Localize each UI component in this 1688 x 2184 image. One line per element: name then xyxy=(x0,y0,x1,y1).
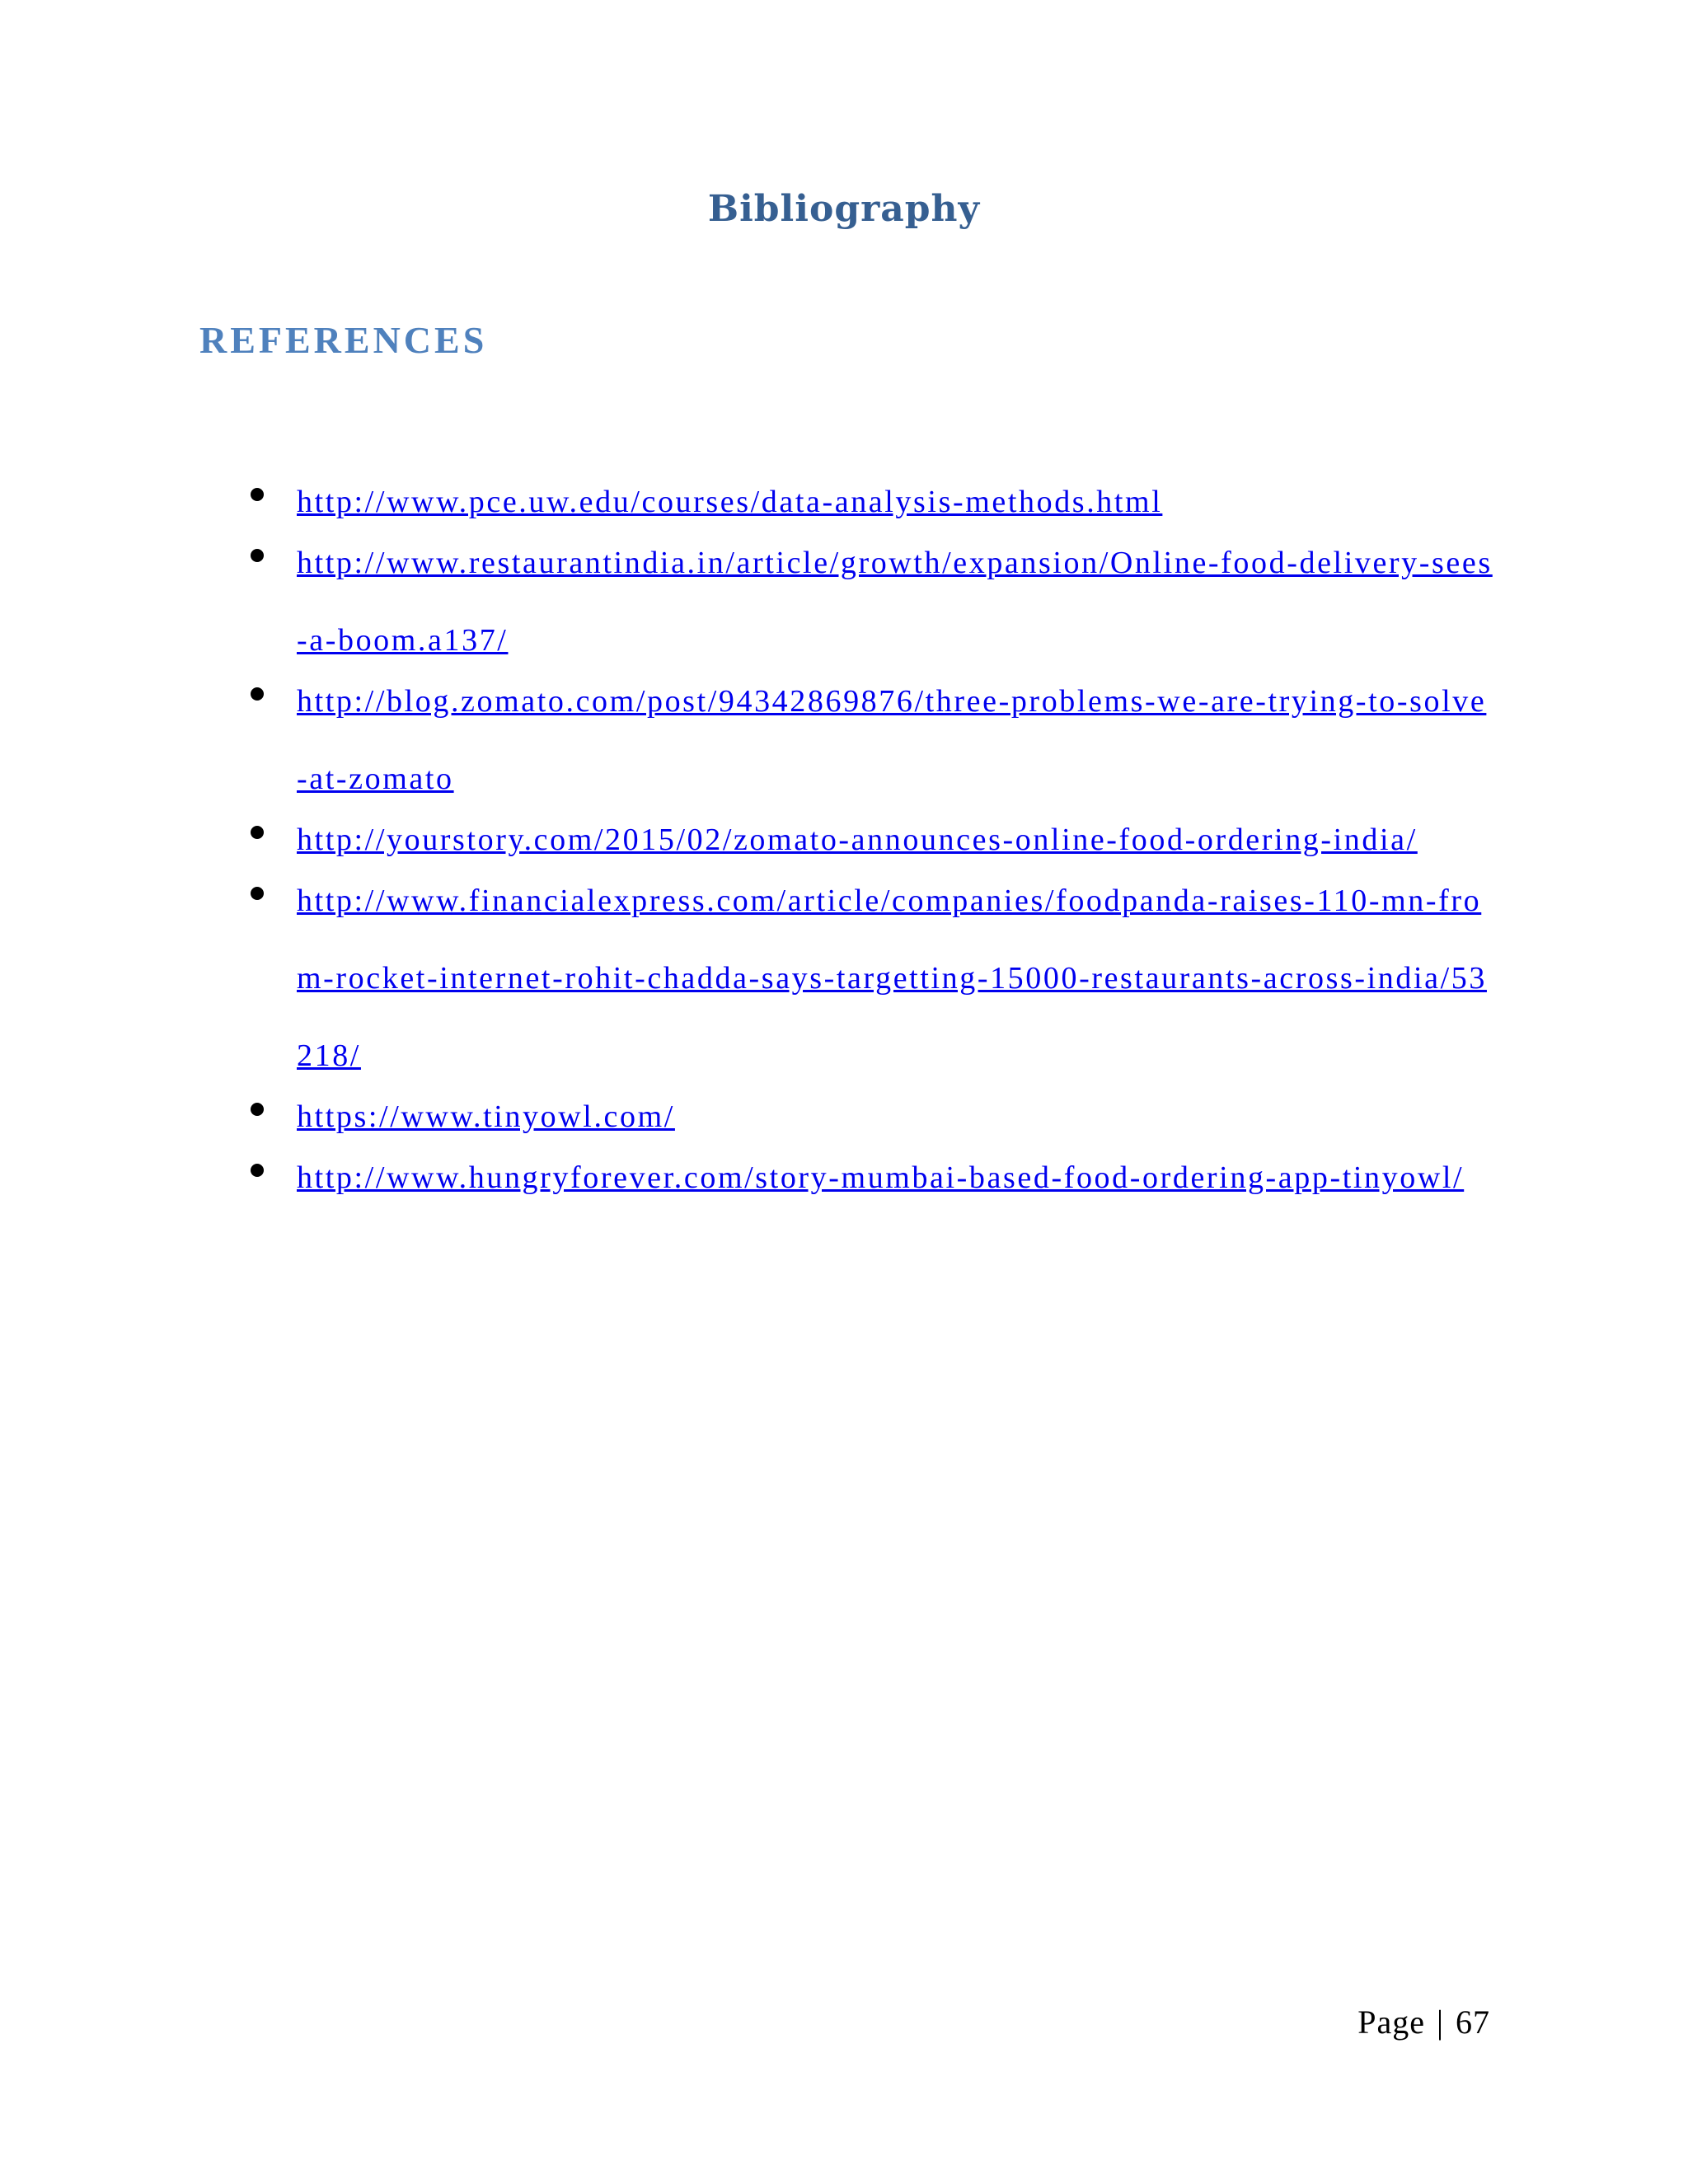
list-item xyxy=(246,1139,1498,1216)
page-title: Bibliography xyxy=(707,188,981,230)
reference-link[interactable]: http://www.financialexpress.com/article/companies/foodpanda-raises-110-mn-from-rocket-internet-rohit-chadda-says-targetting-15000-restaurants-across-india/53218/ xyxy=(297,883,1487,1073)
reference-list xyxy=(246,480,1498,1216)
bullet-icon xyxy=(251,488,264,501)
page-label: Page xyxy=(1357,2004,1425,2041)
reference-link[interactable]: https://www.tinyowl.com/ xyxy=(297,1099,675,1134)
reference-link[interactable]: http://www.restaurantindia.in/article/growth/expansion/Online-food-delivery-sees-a-boom.a137/ xyxy=(297,546,1493,658)
reference-link[interactable]: http://yourstory.com/2015/02/zomato-announces-online-food-ordering-india/ xyxy=(297,823,1418,857)
bullet-icon xyxy=(251,826,264,839)
bullet-icon xyxy=(251,687,264,701)
reference-link[interactable]: http://www.hungryforever.com/story-mumbai-based-food-ordering-app-tinyowl/ xyxy=(297,1160,1465,1195)
section-heading-references: REFERENCES xyxy=(199,319,488,361)
reference-link[interactable]: http://www.pce.uw.edu/courses/data-analysis-methods.html xyxy=(297,485,1163,519)
page-footer xyxy=(1357,2003,1490,2041)
bullet-icon xyxy=(251,549,264,562)
list-item xyxy=(246,524,1498,679)
bullet-icon xyxy=(251,887,264,900)
page-separator: | xyxy=(1436,2004,1444,2041)
reference-link[interactable]: http://blog.zomato.com/post/94342869876/three-problems-we-are-trying-to-solve-at-zomato xyxy=(297,684,1487,796)
bullet-icon xyxy=(251,1164,264,1177)
page-number: 67 xyxy=(1456,2004,1490,2041)
list-item xyxy=(246,663,1498,818)
bullet-icon xyxy=(251,1103,264,1116)
list-item xyxy=(246,862,1498,1094)
